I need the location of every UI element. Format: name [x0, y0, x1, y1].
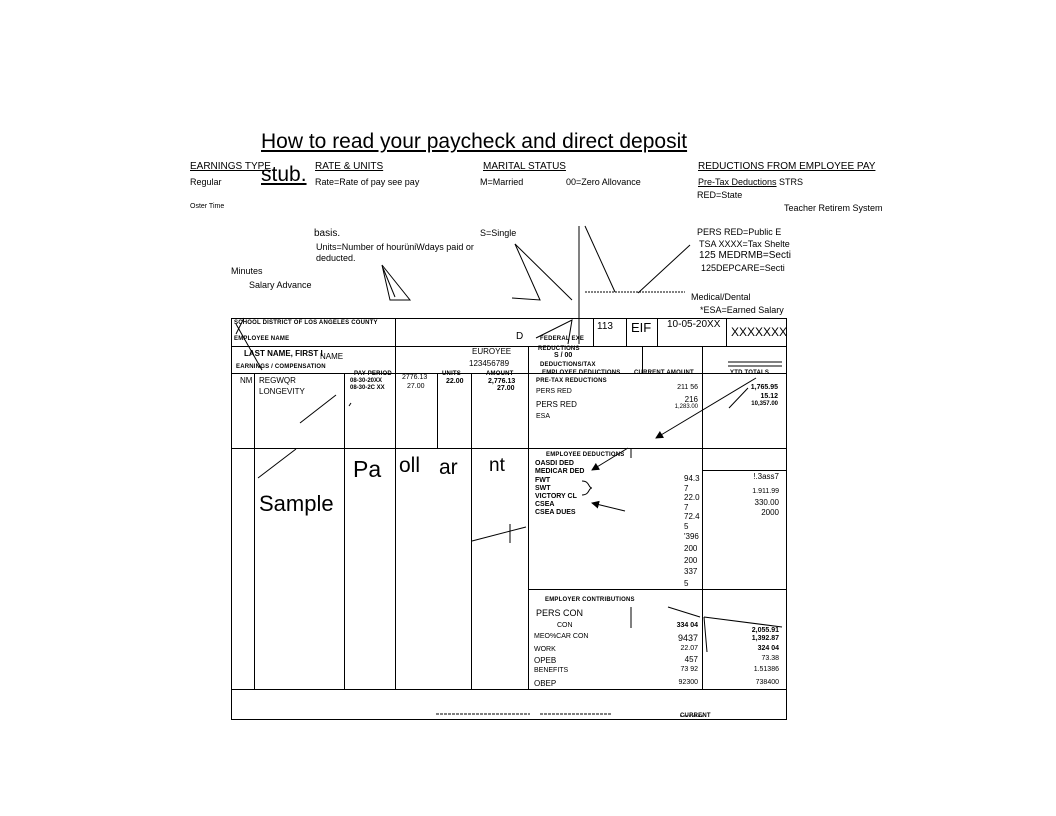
sample-watermark: Sample — [259, 491, 334, 516]
sample-diagonal-2 — [258, 449, 296, 478]
net-pay-amount: XXXXXXX — [731, 325, 788, 339]
d-label: D — [516, 331, 524, 342]
pretax-label: Pre-Tax Deductions — [698, 177, 777, 187]
earnings-heading: EARNINGS / COMPENSATION — [236, 364, 326, 370]
reduction-125-depcare: 125DEPCARE=Secti — [701, 263, 785, 273]
contribution-benefits: BENEFITS — [534, 667, 569, 674]
payroll-watermark-oll: oll — [399, 454, 421, 477]
rate-definition: Rate=Rate of pay see pay — [315, 177, 420, 187]
units-definition: Units=Number of hourüniWdays paid or — [316, 242, 474, 252]
contribution-obep: OBEP — [534, 679, 557, 688]
contribution-current-6: 92300 — [678, 679, 698, 686]
pretax-ytd-3: 10,357.00 — [751, 401, 778, 407]
rate-row-1: 2776.13 — [402, 374, 428, 381]
sample-diagonal — [300, 395, 336, 423]
earnings-type-longevity-row: LONGEVITY — [259, 387, 305, 396]
marital-zero-allowance: 00=Zero Allovance — [566, 177, 641, 187]
pay-date: 10-05-20XX — [667, 319, 721, 330]
reduction-label: REDUCTIONS — [538, 346, 580, 352]
last-first-name: LAST NAME, FIRST I — [244, 349, 323, 358]
earnings-type-code: NM — [240, 376, 253, 385]
deduction-victory-cl: VICTORY CL — [535, 493, 577, 500]
contribution-ytd-1: 2,055.91 — [751, 627, 779, 634]
contribution-ytd-6: 738400 — [755, 679, 779, 686]
marital-status-heading: MARITAL STATUS — [483, 161, 566, 172]
pretax-ytd-1: 1,765.95 — [750, 384, 778, 391]
reduction-125-medrmb: 125 MEDRMB=Secti — [699, 250, 791, 261]
pretax-ytd-2: 15.12 — [760, 393, 778, 400]
reductions-diagonal-line-2 — [638, 245, 690, 293]
contribution-medicare-con: MEO%CAR CON — [534, 633, 589, 640]
amount-label: AMOUNT — [486, 371, 514, 377]
pretax-subheading: PRE-TAX REDUCTIONS — [536, 378, 607, 384]
deduction-current-3: 22.0 — [684, 493, 700, 502]
earnings-type-regular: Regular — [190, 177, 222, 187]
ytd-totals-label: YTD TOTALS — [730, 370, 770, 376]
contribution-ytd-3: 324 04 — [757, 645, 779, 652]
amount-row-1: 2,776.13 — [488, 378, 516, 385]
pay-period-row-1: 08-30-20XX — [350, 378, 383, 384]
eif-label: EIF — [631, 320, 652, 335]
reduction-teacher-retirement: Teacher Retirem System — [784, 203, 883, 213]
reduction-esa: *ESA=Earned Salary — [700, 305, 784, 315]
payroll-watermark-nt: nt — [489, 455, 505, 476]
deduction-fwt: FWT — [535, 477, 551, 484]
reduction-pers-red: PERS RED=Public E — [697, 227, 782, 237]
employee-name-label: EMPLOYEE NAME — [234, 336, 290, 342]
pretax-arrow-tick — [729, 388, 748, 408]
contribution-current-1: 334 04 — [676, 622, 698, 629]
deduction-oasdi: OASDI DED — [535, 460, 574, 467]
contribution-line-2 — [704, 617, 782, 627]
reductions-diagonal-line — [585, 226, 615, 292]
federal-exemptions-value: S / 00 — [554, 352, 573, 359]
employee-id: 123456789 — [469, 359, 510, 368]
rate-units-heading: RATE & UNITS — [315, 161, 384, 172]
earnings-type-arrow — [236, 324, 262, 370]
contribution-current-2: 9437 — [677, 633, 698, 643]
sample-tick — [349, 403, 351, 406]
deduction-current-11: 5 — [684, 579, 689, 588]
school-district-name: SCHOOL DISTRICT OF LOS ANGELES COUNTY — [234, 320, 378, 326]
marital-status-arrow — [512, 244, 540, 300]
reductions-heading: REDUCTIONS FROM EMPLOYEE PAY — [698, 161, 876, 172]
pretax-current-3: 1,283.00 — [674, 404, 698, 410]
deduction-ytd-4: 2000 — [761, 508, 779, 517]
deduction-diagonal — [472, 527, 526, 541]
units-label: UNITS — [442, 371, 461, 377]
pretax-strs: STRS — [776, 177, 804, 187]
pay-period-label: PAY PERIOD — [354, 371, 392, 377]
rate-units-arrow — [383, 268, 395, 297]
reduction-red-state: RED=State — [697, 190, 743, 200]
units-definition-continued: deducted. — [316, 253, 356, 263]
deduction-brace — [582, 481, 592, 495]
earnings-type-salary-advance: Salary Advance — [249, 280, 312, 290]
employee-label: EUROYEE — [472, 347, 512, 356]
earnings-type-regular-row: REGWQR — [259, 376, 296, 385]
amount-row-2: 27.00 — [497, 385, 515, 392]
contribution-ytd-4: 73.38 — [761, 655, 779, 662]
deduction-current-6: 5 — [684, 522, 689, 531]
deduction-current-8: 200 — [684, 544, 698, 553]
contribution-pers-con: PERS CON — [536, 608, 584, 618]
earnings-type-minutes: Minutes — [231, 266, 263, 276]
contribution-line-3 — [704, 617, 707, 652]
deduction-csea-dues: CSEA DUES — [535, 509, 576, 516]
footer-current-label: CURRENT — [680, 713, 711, 719]
deduction-current-7: '396 — [684, 532, 699, 541]
reduction-tsa: TSA XXXX=Tax Shelte — [699, 239, 790, 249]
pretax-arrow — [656, 378, 756, 438]
contribution-current-4: 457 — [684, 655, 698, 664]
pretax-heading: EMPLOYEE DEDUCTIONS — [542, 370, 621, 376]
deduction-current-4: 7 — [684, 503, 689, 512]
pretax-item-pers-red-2: PERS RED — [536, 400, 577, 409]
deduction-current-1: 94.3 — [684, 474, 700, 483]
deductions-heading: EMPLOYEE DEDUCTIONS — [546, 452, 625, 458]
payroll-watermark-pa: Pa — [353, 456, 382, 482]
deduction-current-2: 7 — [684, 484, 689, 493]
pretax-current-2: 216 — [684, 395, 698, 404]
deduction-current-5: 72.4 — [684, 512, 700, 521]
pretax-item-pers-red-1: PERS RED — [536, 388, 572, 395]
rate-definition-continued: basis. — [314, 228, 341, 239]
deduction-ytd-2: 1.911.99 — [752, 488, 779, 495]
deductions-tax-label: DEDUCTIONS/TAX — [540, 362, 596, 368]
deduction-csea: CSEA — [535, 501, 555, 508]
contribution-ytd-2: 1,392.87 — [751, 635, 779, 642]
contribution-current-3: 22.07 — [680, 645, 698, 652]
contribution-con: CON — [557, 622, 573, 629]
deduction-arrow-1 — [592, 448, 628, 470]
name-label: NAME — [320, 352, 344, 361]
pay-period-row-2: 08-30-2C XX — [350, 385, 385, 391]
payroll-watermark-ar: ar — [439, 456, 458, 479]
contributions-heading: EMPLOYER CONTRIBUTIONS — [545, 597, 635, 603]
deduction-ytd-3: 330.00 — [754, 498, 779, 507]
box-113: 113 — [597, 321, 613, 332]
page-title: How to read your paycheck and direct deposit — [261, 130, 688, 153]
contribution-opeb: OPEB — [534, 656, 557, 665]
marital-status-pointer — [536, 320, 572, 344]
reduction-medical-dental: Medical/Dental — [691, 292, 751, 302]
contribution-work: WORK — [534, 646, 556, 653]
marital-single: S=Single — [480, 228, 517, 238]
rate-row-2: 27.00 — [407, 383, 425, 390]
page-title-continued: stub. — [261, 163, 307, 186]
deduction-current-9: 200 — [684, 556, 698, 565]
contribution-line — [668, 607, 700, 617]
current-amount-label: CURRENT AMOUNT — [634, 370, 694, 376]
rate-units-triangle — [382, 265, 410, 300]
deduction-medicare: MEDICAR DED — [535, 468, 585, 475]
contribution-current-5: 73 92 — [680, 666, 698, 673]
deduction-arrow-2 — [592, 503, 625, 511]
marital-status-arrow-line — [515, 244, 572, 300]
units-value: 22.00 — [446, 378, 464, 385]
contribution-ytd-5: 1.51386 — [753, 666, 779, 673]
marital-married: M=Married — [480, 177, 524, 187]
pretax-current-1: 211 56 — [677, 384, 698, 391]
deduction-swt: SWT — [535, 485, 551, 492]
earnings-type-overtime: Oster Time — [190, 203, 225, 210]
federal-exemptions-label: FEDERAL EXE — [540, 336, 585, 342]
earnings-type-heading: EARNINGS TYPE — [190, 161, 271, 172]
pretax-item-esa: ESA — [536, 413, 551, 420]
deduction-ytd-1: !.3ass7 — [753, 472, 779, 481]
deduction-current-10: 337 — [684, 567, 698, 576]
